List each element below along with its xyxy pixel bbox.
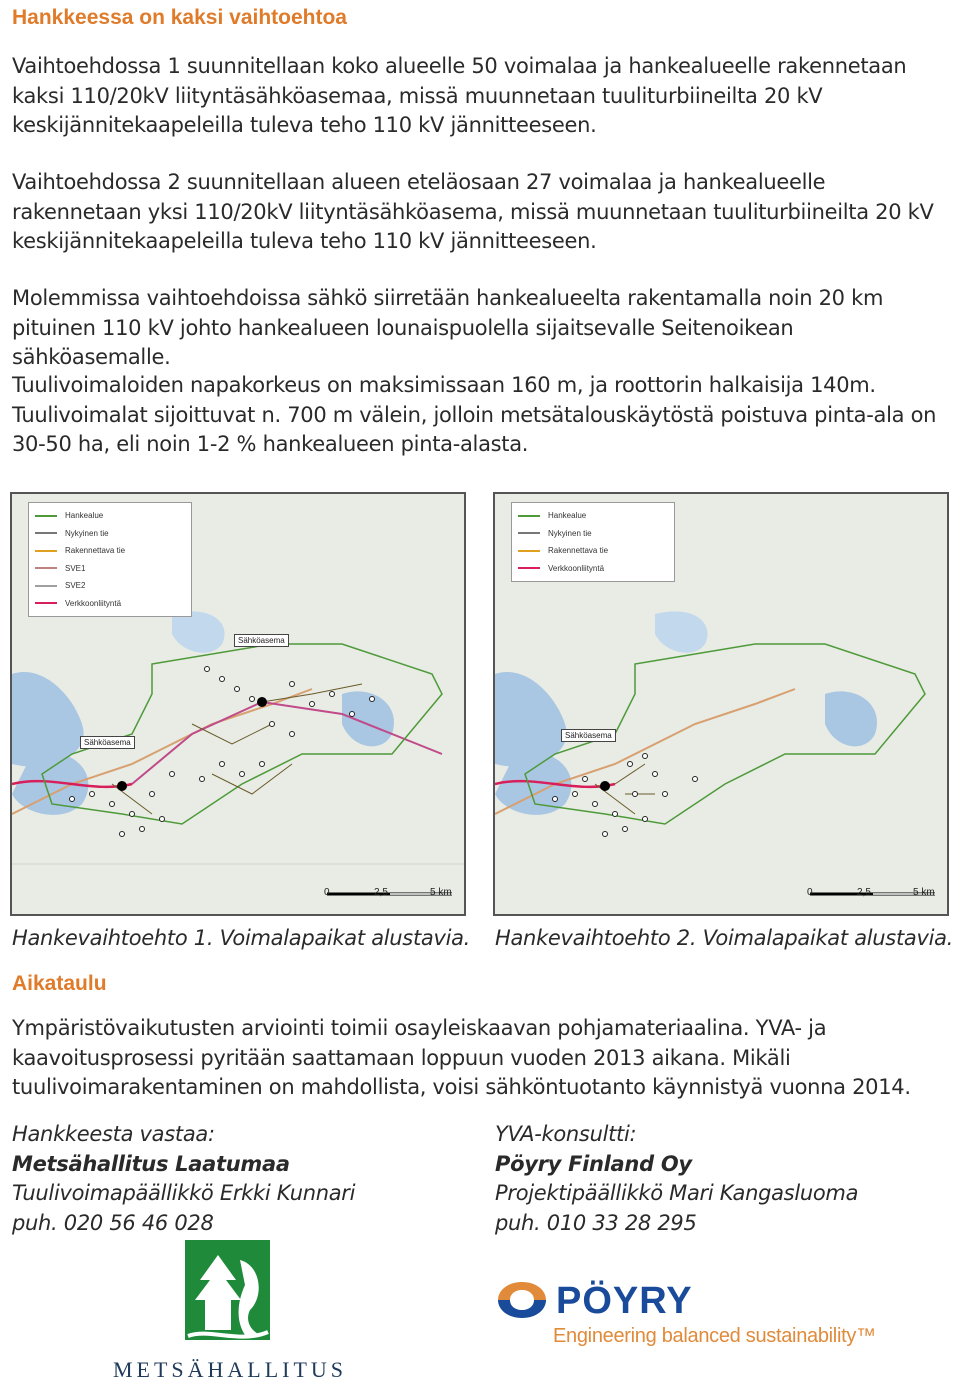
poyry-logo [494,1278,550,1327]
legend-item [35,595,185,613]
legend-item [35,507,185,525]
paragraph-turbines: Tuulivoimaloiden napakorkeus on maksimissaan 160 m, ja roottorin halkaisija 140m. Tuulivoimalat sijoittuvat n. 700 m välein, jolloin metsätalouskäytöstä poistuva pinta-ala on 30-50 ha, eli noin 1-2 % hankealueen pinta-alasta. [12,373,937,456]
contact-developer-label: Hankkeesta vastaa: [12,1122,215,1146]
map-alternative-2 [493,492,949,916]
map-1-scale-mid: 2,5 [374,887,388,898]
map-1-caption: Hankevaihtoehto 1. Voimalapaikat alustavia. [12,926,471,950]
contact-developer [12,1120,355,1238]
legend-swatch [518,515,540,517]
contact-developer-phone: puh. 020 56 46 028 [12,1210,214,1235]
map-2-substation-label: Sähköasema [561,729,616,742]
legend-item [35,577,185,595]
legend-swatch [518,550,540,552]
contact-consultant-phone: puh. 010 33 28 295 [495,1210,697,1235]
legend-label: Verkkoonliityntä [65,598,122,608]
paragraph-alternative-2: Vaihtoehdossa 2 suunnitellaan alueen eteläosaan 27 voimalaa ja hankealueelle rakennetaan yksi 110/20kV liityntäsähköasema, missä muunnetaan tuuliturbiineilta 20 kV keskijännitekaapeleilla tuleva teho 110 kV jännitteeseen. [12,170,934,253]
map-1-scale-0: 0 [324,887,330,898]
contact-consultant [495,1120,858,1238]
map-1-substation-label-north: Sähköasema [234,634,289,647]
map-alternative-1 [10,492,466,916]
legend-item [35,542,185,560]
legend-swatch [35,567,57,569]
contact-consultant-person: Projektipäällikkö Mari Kangasluoma [495,1181,859,1205]
legend-label: Nykyinen tie [65,528,109,538]
legend-item [518,507,668,525]
paragraph-schedule: Ympäristövaikutusten arviointi toimii osayleiskaavan pohjamateriaalina. YVA- ja kaavoitusprosessi pyritään saattamaan loppuun vuoden 2013 aikana. Mikäli tuulivoimarakentaminen on mahdollista, voisi sähköntuotanto käynnistyä vuonna 2014. [12,1016,911,1099]
legend-swatch [518,567,540,569]
legend-label: Hankealue [65,511,104,521]
map-2-scale-0: 0 [807,887,813,898]
legend-label: Rakennettava tie [65,546,126,556]
contact-developer-person: Tuulivoimapäällikkö Erkki Kunnari [12,1181,356,1205]
legend-label: Rakennettava tie [548,546,609,556]
map-1-scale-end: 5 km [430,887,452,898]
section-heading-alternatives: Hankkeessa on kaksi vaihtoehtoa [12,6,347,29]
legend-swatch [35,585,57,587]
map-1-substation-label-south: Sähköasema [80,736,135,749]
legend-item [35,525,185,543]
legend-item [35,560,185,578]
legend-label: Hankealue [548,511,587,521]
legend-swatch [35,602,57,604]
poyry-tagline: Engineering balanced sustainability™ [553,1325,876,1347]
contact-developer-org: Metsähallitus Laatumaa [12,1151,290,1176]
legend-item [518,560,668,578]
legend-item [518,542,668,560]
map-2-legend [511,502,675,582]
legend-swatch [35,532,57,534]
map-2-scale-mid: 2,5 [857,887,871,898]
map-2-caption: Hankevaihtoehto 2. Voimalapaikat alustavia. [495,926,954,950]
legend-label: SVE1 [65,563,86,573]
legend-swatch [35,550,57,552]
legend-item [518,525,668,543]
poyry-wordmark: PÖYRY [556,1280,693,1322]
map-2-scale-end: 5 km [913,887,935,898]
contact-consultant-label: YVA-konsultti: [495,1122,637,1146]
legend-label: Nykyinen tie [548,528,592,538]
legend-label: Verkkoonliityntä [548,563,605,573]
map-1-legend [28,502,192,617]
metsahallitus-wordmark: METSÄHALLITUS [112,1357,348,1382]
tree-icon [110,1240,350,1355]
legend-swatch [518,532,540,534]
paragraph-alternative-1: Vaihtoehdossa 1 suunnitellaan koko alueelle 50 voimalaa ja hankealueelle rakennetaan kaksi 110/20kV liityntäsähköasemaa, missä muunnetaan tuuliturbiineilta 20 kV keskijännitekaapeleilla tuleva teho 110 kV jännitteeseen. [12,54,907,137]
legend-label: SVE2 [65,581,86,591]
section-heading-schedule: Aikataulu [12,972,107,995]
paragraph-transmission: Molemmissa vaihtoehdoissa sähkö siirretään hankealueelta rakentamalla noin 20 km pituinen 110 kV johto hankealueen lounaispuolella sijaitsevalle Seitenoikean sähköasemalle. [12,286,884,369]
contact-consultant-org: Pöyry Finland Oy [495,1151,692,1176]
poyry-swirl-icon [494,1278,550,1322]
legend-swatch [35,515,57,517]
